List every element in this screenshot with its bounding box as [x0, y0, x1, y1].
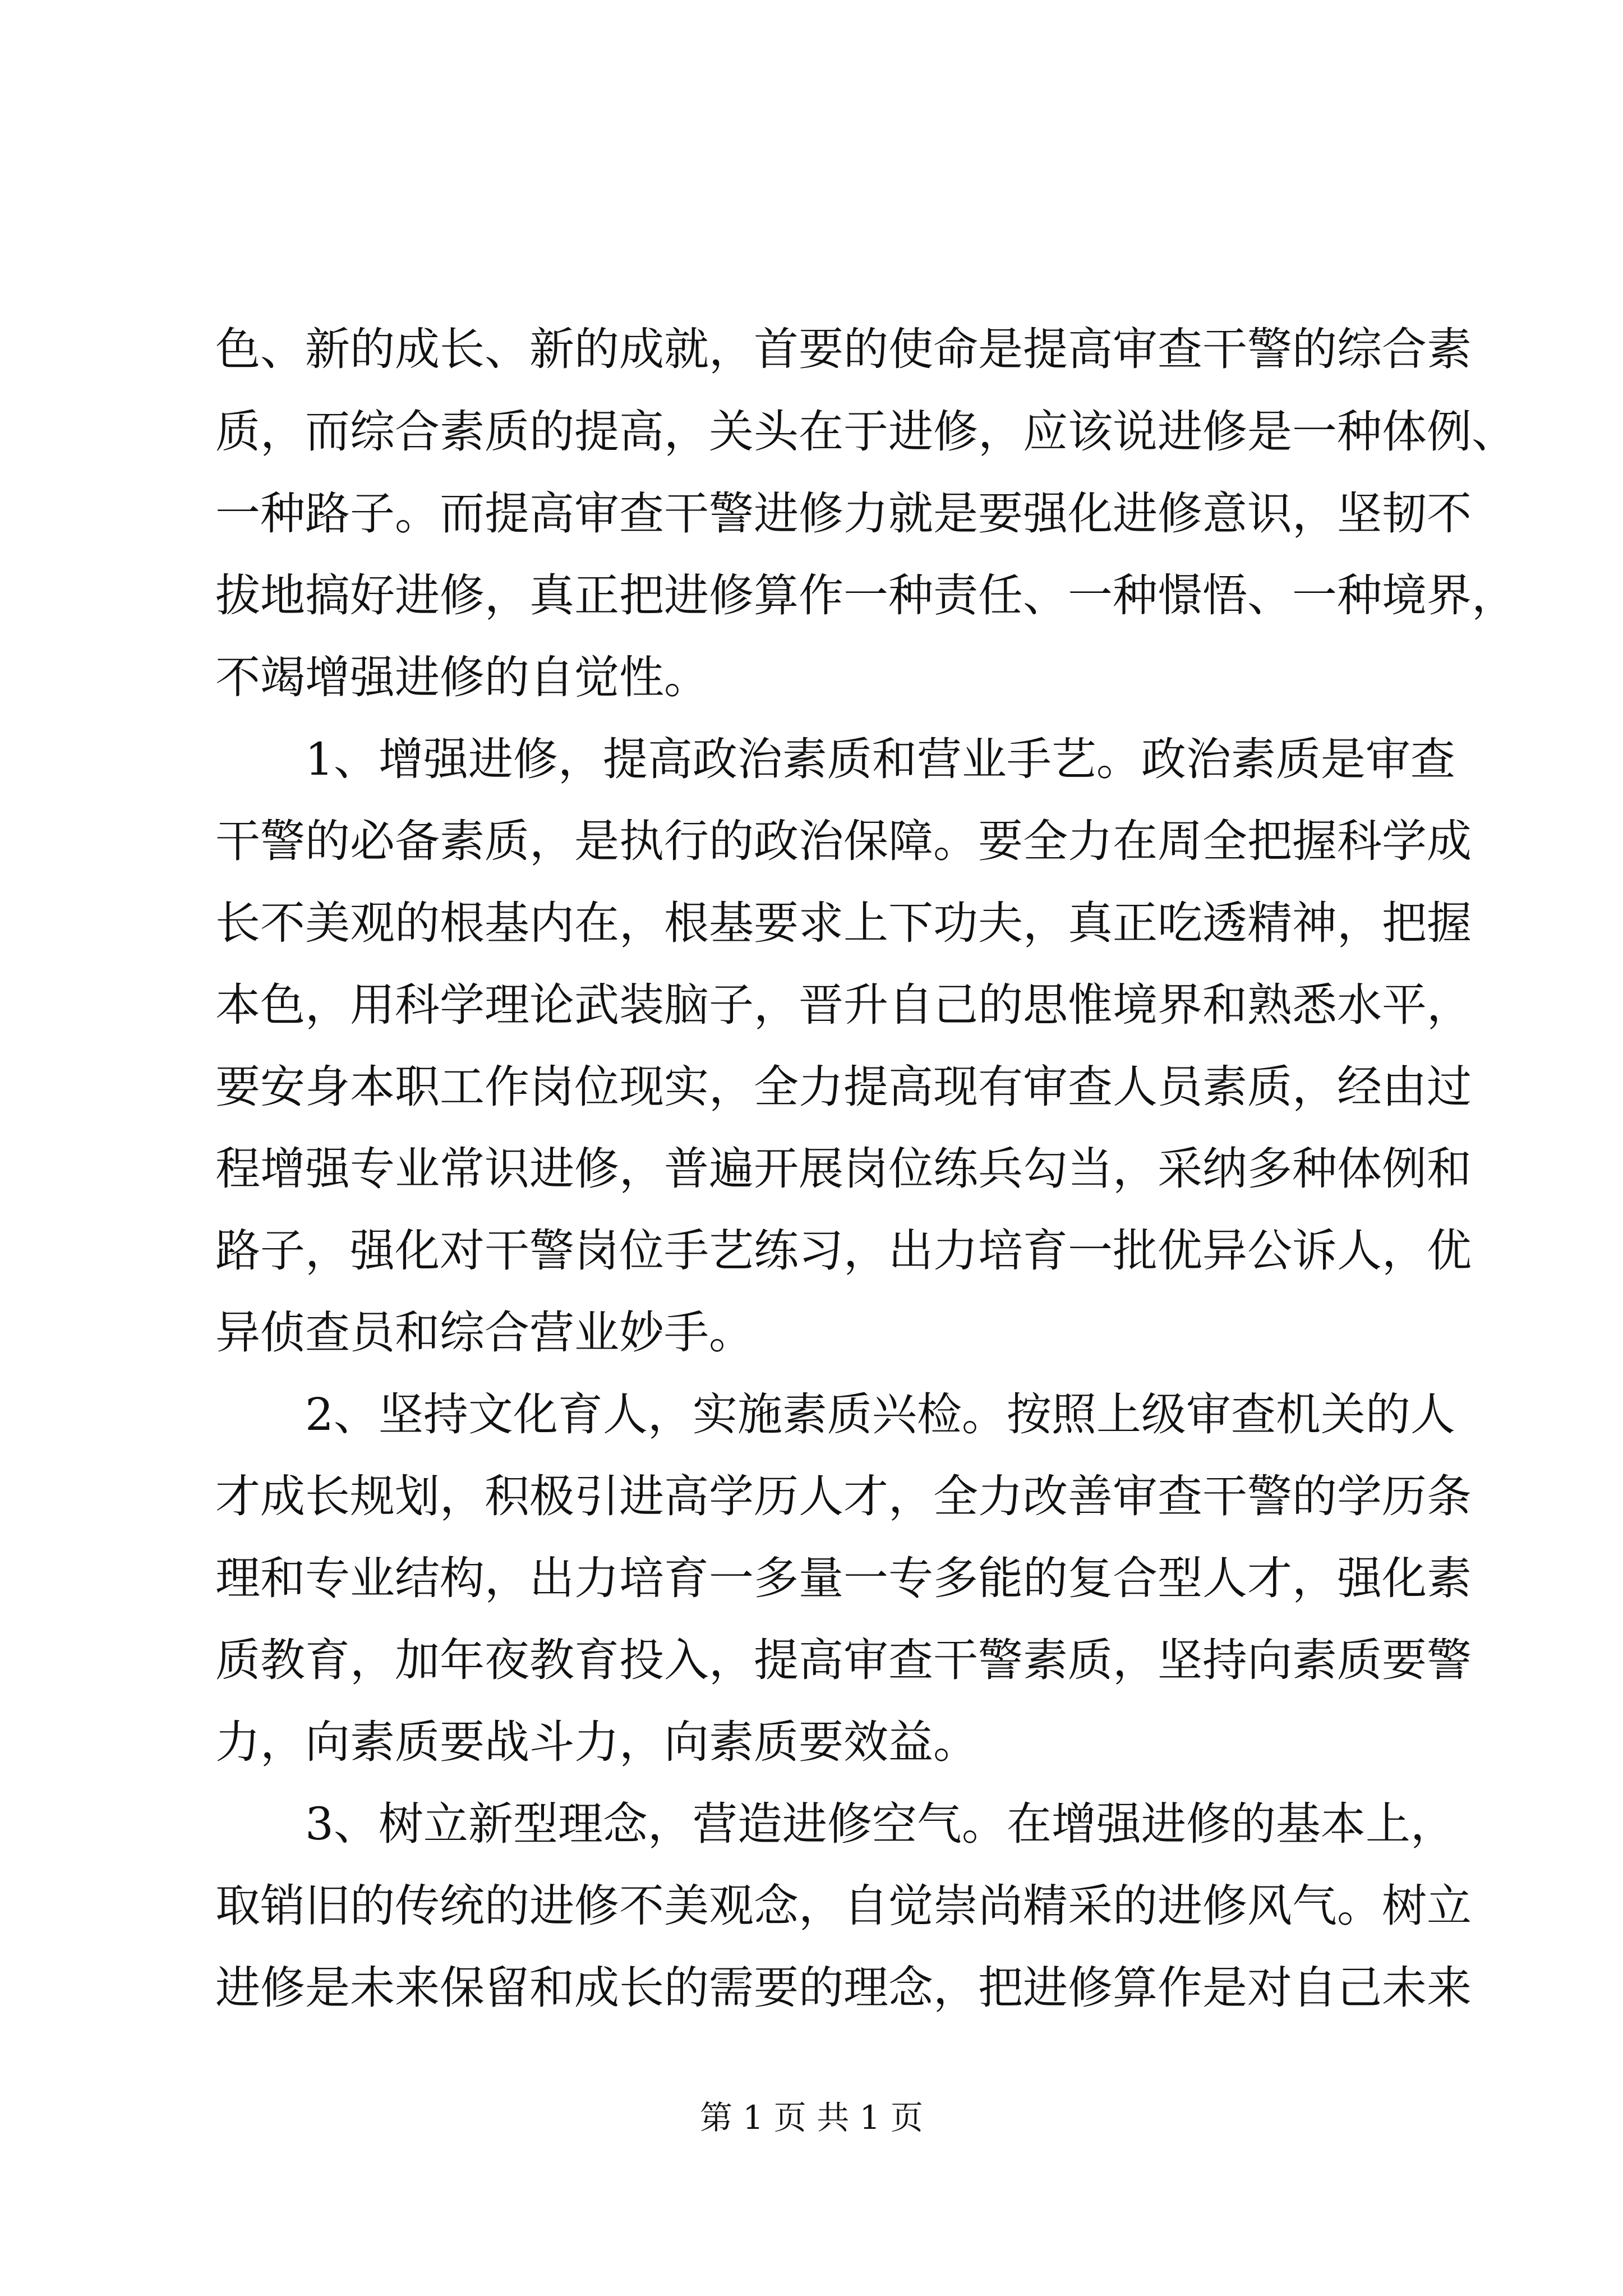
text-line: 理和专业结构，出力培育一多量一专多能的复合型人才，强化素	[215, 1552, 1472, 1604]
text-line: 路子，强化对干警岗位手艺练习，出力培育一批优异公诉人，优	[215, 1225, 1472, 1277]
text-line: 要安身本职工作岗位现实，全力提高现有审查人员素质，经由过	[215, 1061, 1472, 1113]
paragraph-first-line: 2、坚持文化育人，实施素质兴检。按照上级审查机关的人	[305, 1388, 1455, 1441]
text-line: 本色，用科学理论武装脑子，晋升自己的思惟境界和熟悉水平，	[215, 979, 1472, 1031]
text-line: 色、新的成长、新的成就，首要的使命是提高审查干警的综合素	[215, 323, 1472, 375]
paragraph-first-line: 1、增强进修，提高政治素质和营业手艺。政治素质是审查	[305, 733, 1455, 785]
text-line: 异侦查员和综合营业妙手。	[215, 1306, 754, 1359]
text-line: 质，而综合素质的提高，关头在于进修，应该说进修是一种体例、	[215, 406, 1516, 458]
text-line: 程增强专业常识进修，普遍开展岗位练兵勾当，采纳多种体例和	[215, 1143, 1472, 1195]
text-line: 不竭增强进修的自觉性。	[215, 651, 709, 703]
text-line: 质教育，加年夜教育投入，提高审查干警素质，坚持向素质要警	[215, 1634, 1472, 1686]
text-line: 力，向素质要战斗力，向素质要效益。	[215, 1716, 978, 1768]
text-line: 一种路子。而提高审查干警进修力就是要强化进修意识，坚韧不	[215, 487, 1472, 540]
text-line: 取销旧的传统的进修不美观念，自觉崇尚精采的进修风气。树立	[215, 1880, 1472, 1932]
text-line: 拔地搞好进修，真正把进修算作一种责任、一种憬悟、一种境界，	[215, 569, 1516, 622]
text-line: 才成长规划，积极引进高学历人才，全力改善审查干警的学历条	[215, 1470, 1472, 1522]
text-line: 进修是未来保留和成长的需要的理念，把进修算作是对自己未来	[215, 1962, 1472, 2014]
page-number-footer: 第 1 页 共 1 页	[700, 2099, 923, 2137]
text-line: 干警的必备素质，是执行的政治保障。要全力在周全把握科学成	[215, 815, 1472, 867]
text-line: 长不美观的根基内在，根基要求上下功夫，真正吃透精神，把握	[215, 897, 1472, 949]
paragraph-first-line: 3、树立新型理念，营造进修空气。在增强进修的基本上，	[305, 1798, 1455, 1850]
